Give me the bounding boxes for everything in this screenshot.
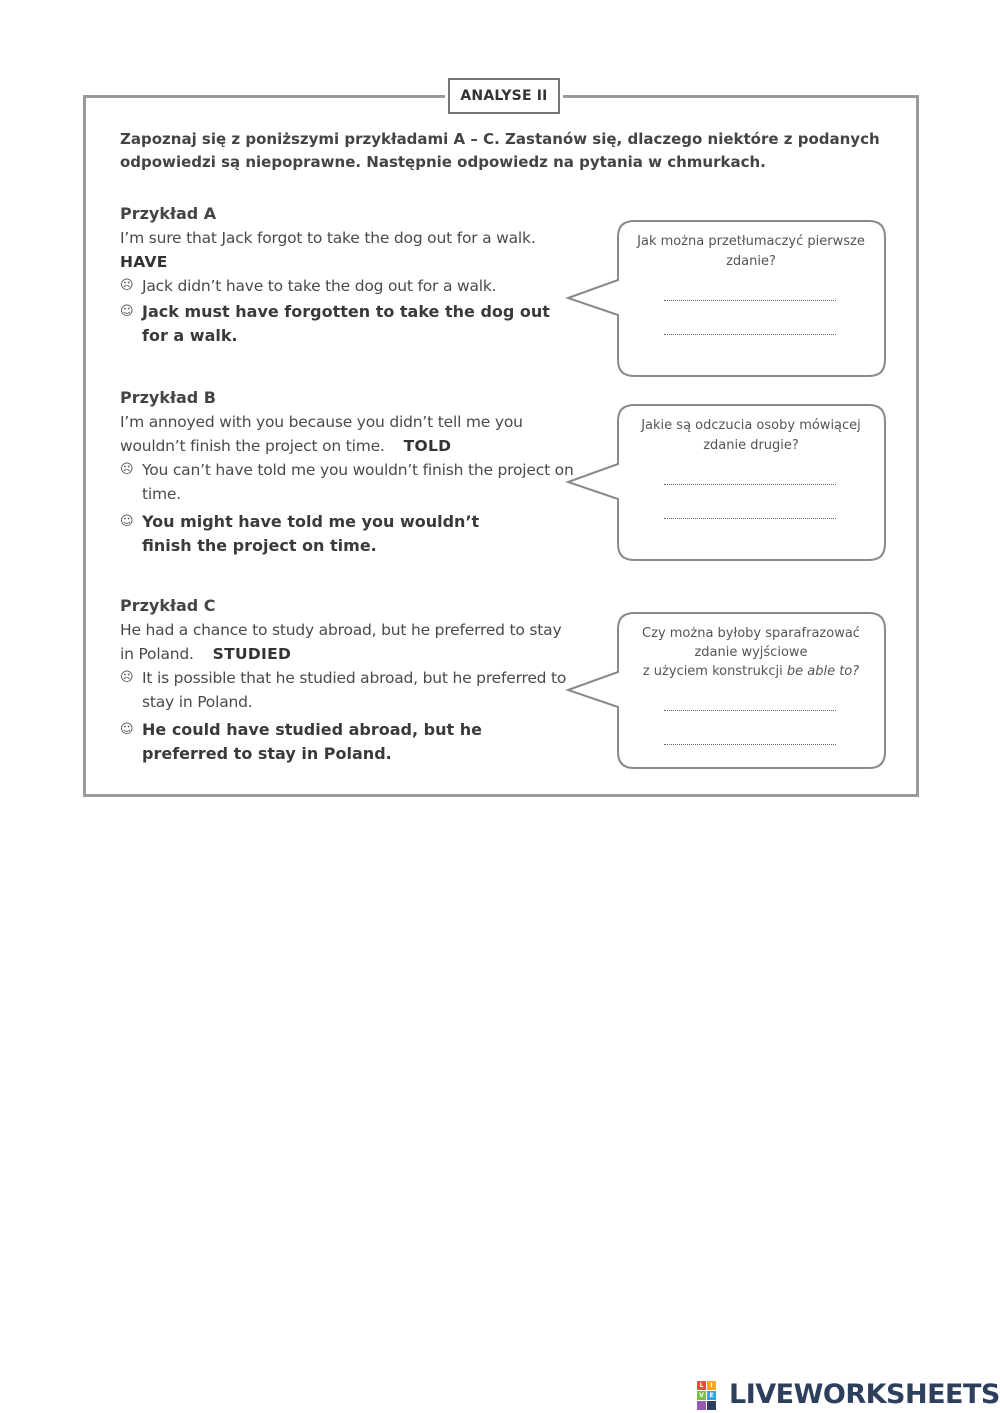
- sad-face-icon: ☹: [120, 278, 134, 293]
- bubble-question-italic: be able to?: [786, 664, 860, 679]
- intro-instructions: Zapoznaj się z poniższymi przykładami A – C. Zastanów się, dlaczego niektóre z podanych odpowiedzi są niepoprawne. Następnie odpowiedz na pytania w chmurkach.: [120, 130, 880, 171]
- answer-line[interactable]: [664, 484, 836, 485]
- correct-answer-text: He could have studied abroad, but he preferred to stay in Poland.: [142, 720, 482, 763]
- wrong-answer: [120, 666, 580, 714]
- panel-title: ANALYSE II: [448, 78, 560, 114]
- wrong-answer: [120, 458, 580, 506]
- example-keyword: HAVE: [120, 253, 168, 271]
- speech-bubble-b: [566, 404, 886, 562]
- example-b: [120, 386, 580, 558]
- bubble-question-line-2: z użyciem konstrukcji: [642, 664, 783, 679]
- example-sentence: I’m annoyed with you because you didn’t tell me you wouldn’t finish the project on time.: [120, 413, 523, 455]
- example-sentence-line: [120, 410, 540, 458]
- wrong-answer-text: You can’t have told me you wouldn’t finish the project on time.: [142, 461, 574, 503]
- bubble-question: Jakie są odczucia osoby mówiącej zdanie drugie?: [641, 418, 861, 453]
- speech-bubble-a: [566, 220, 886, 378]
- example-heading: Przykład C: [120, 596, 216, 615]
- bubble-question: [626, 624, 876, 681]
- example-sentence-line: [120, 618, 570, 666]
- wrong-answer-text: It is possible that he studied abroad, but he preferred to stay in Poland.: [142, 669, 567, 711]
- answer-line[interactable]: [664, 518, 836, 519]
- sad-face-icon: ☹: [120, 670, 134, 685]
- answer-line[interactable]: [664, 744, 836, 745]
- correct-answer: [120, 718, 550, 766]
- speech-bubble-c: [566, 612, 886, 770]
- correct-answer-text: Jack must have forgotten to take the dog out for a walk.: [142, 302, 550, 345]
- correct-answer: [120, 300, 580, 348]
- correct-answer-text: You might have told me you wouldn’t finish the project on time.: [142, 512, 480, 555]
- happy-face-icon: ☺: [120, 722, 134, 737]
- bubble-question: Jak można przetłumaczyć pierwsze zdanie?: [637, 234, 865, 269]
- example-sentence: I’m sure that Jack forgot to take the dog out for a walk.: [120, 229, 536, 247]
- example-sentence: He had a chance to study abroad, but he preferred to stay in Poland.: [120, 621, 562, 663]
- bubble-question-line-1: Czy można byłoby sparafrazować zdanie wyjściowe: [642, 626, 860, 660]
- example-keyword: STUDIED: [212, 645, 292, 663]
- wrong-answer: [120, 274, 580, 298]
- example-keyword: TOLD: [403, 437, 452, 455]
- example-c: [120, 594, 580, 766]
- happy-face-icon: ☺: [120, 304, 134, 319]
- answer-line[interactable]: [664, 710, 836, 711]
- example-heading: Przykład B: [120, 388, 216, 407]
- logo-blocks-icon: L I V E: [697, 1379, 727, 1409]
- wrong-answer-text: Jack didn’t have to take the dog out for a walk.: [142, 277, 497, 295]
- correct-answer: [120, 510, 520, 558]
- example-heading: Przykład A: [120, 204, 217, 223]
- happy-face-icon: ☺: [120, 514, 134, 529]
- example-a: [120, 202, 580, 348]
- answer-line[interactable]: [664, 300, 836, 301]
- footer-brand: LIVEWORKSHEETS: [729, 1378, 1000, 1410]
- liveworksheets-logo[interactable]: [697, 1377, 1000, 1411]
- sad-face-icon: ☹: [120, 462, 134, 477]
- answer-line[interactable]: [664, 334, 836, 335]
